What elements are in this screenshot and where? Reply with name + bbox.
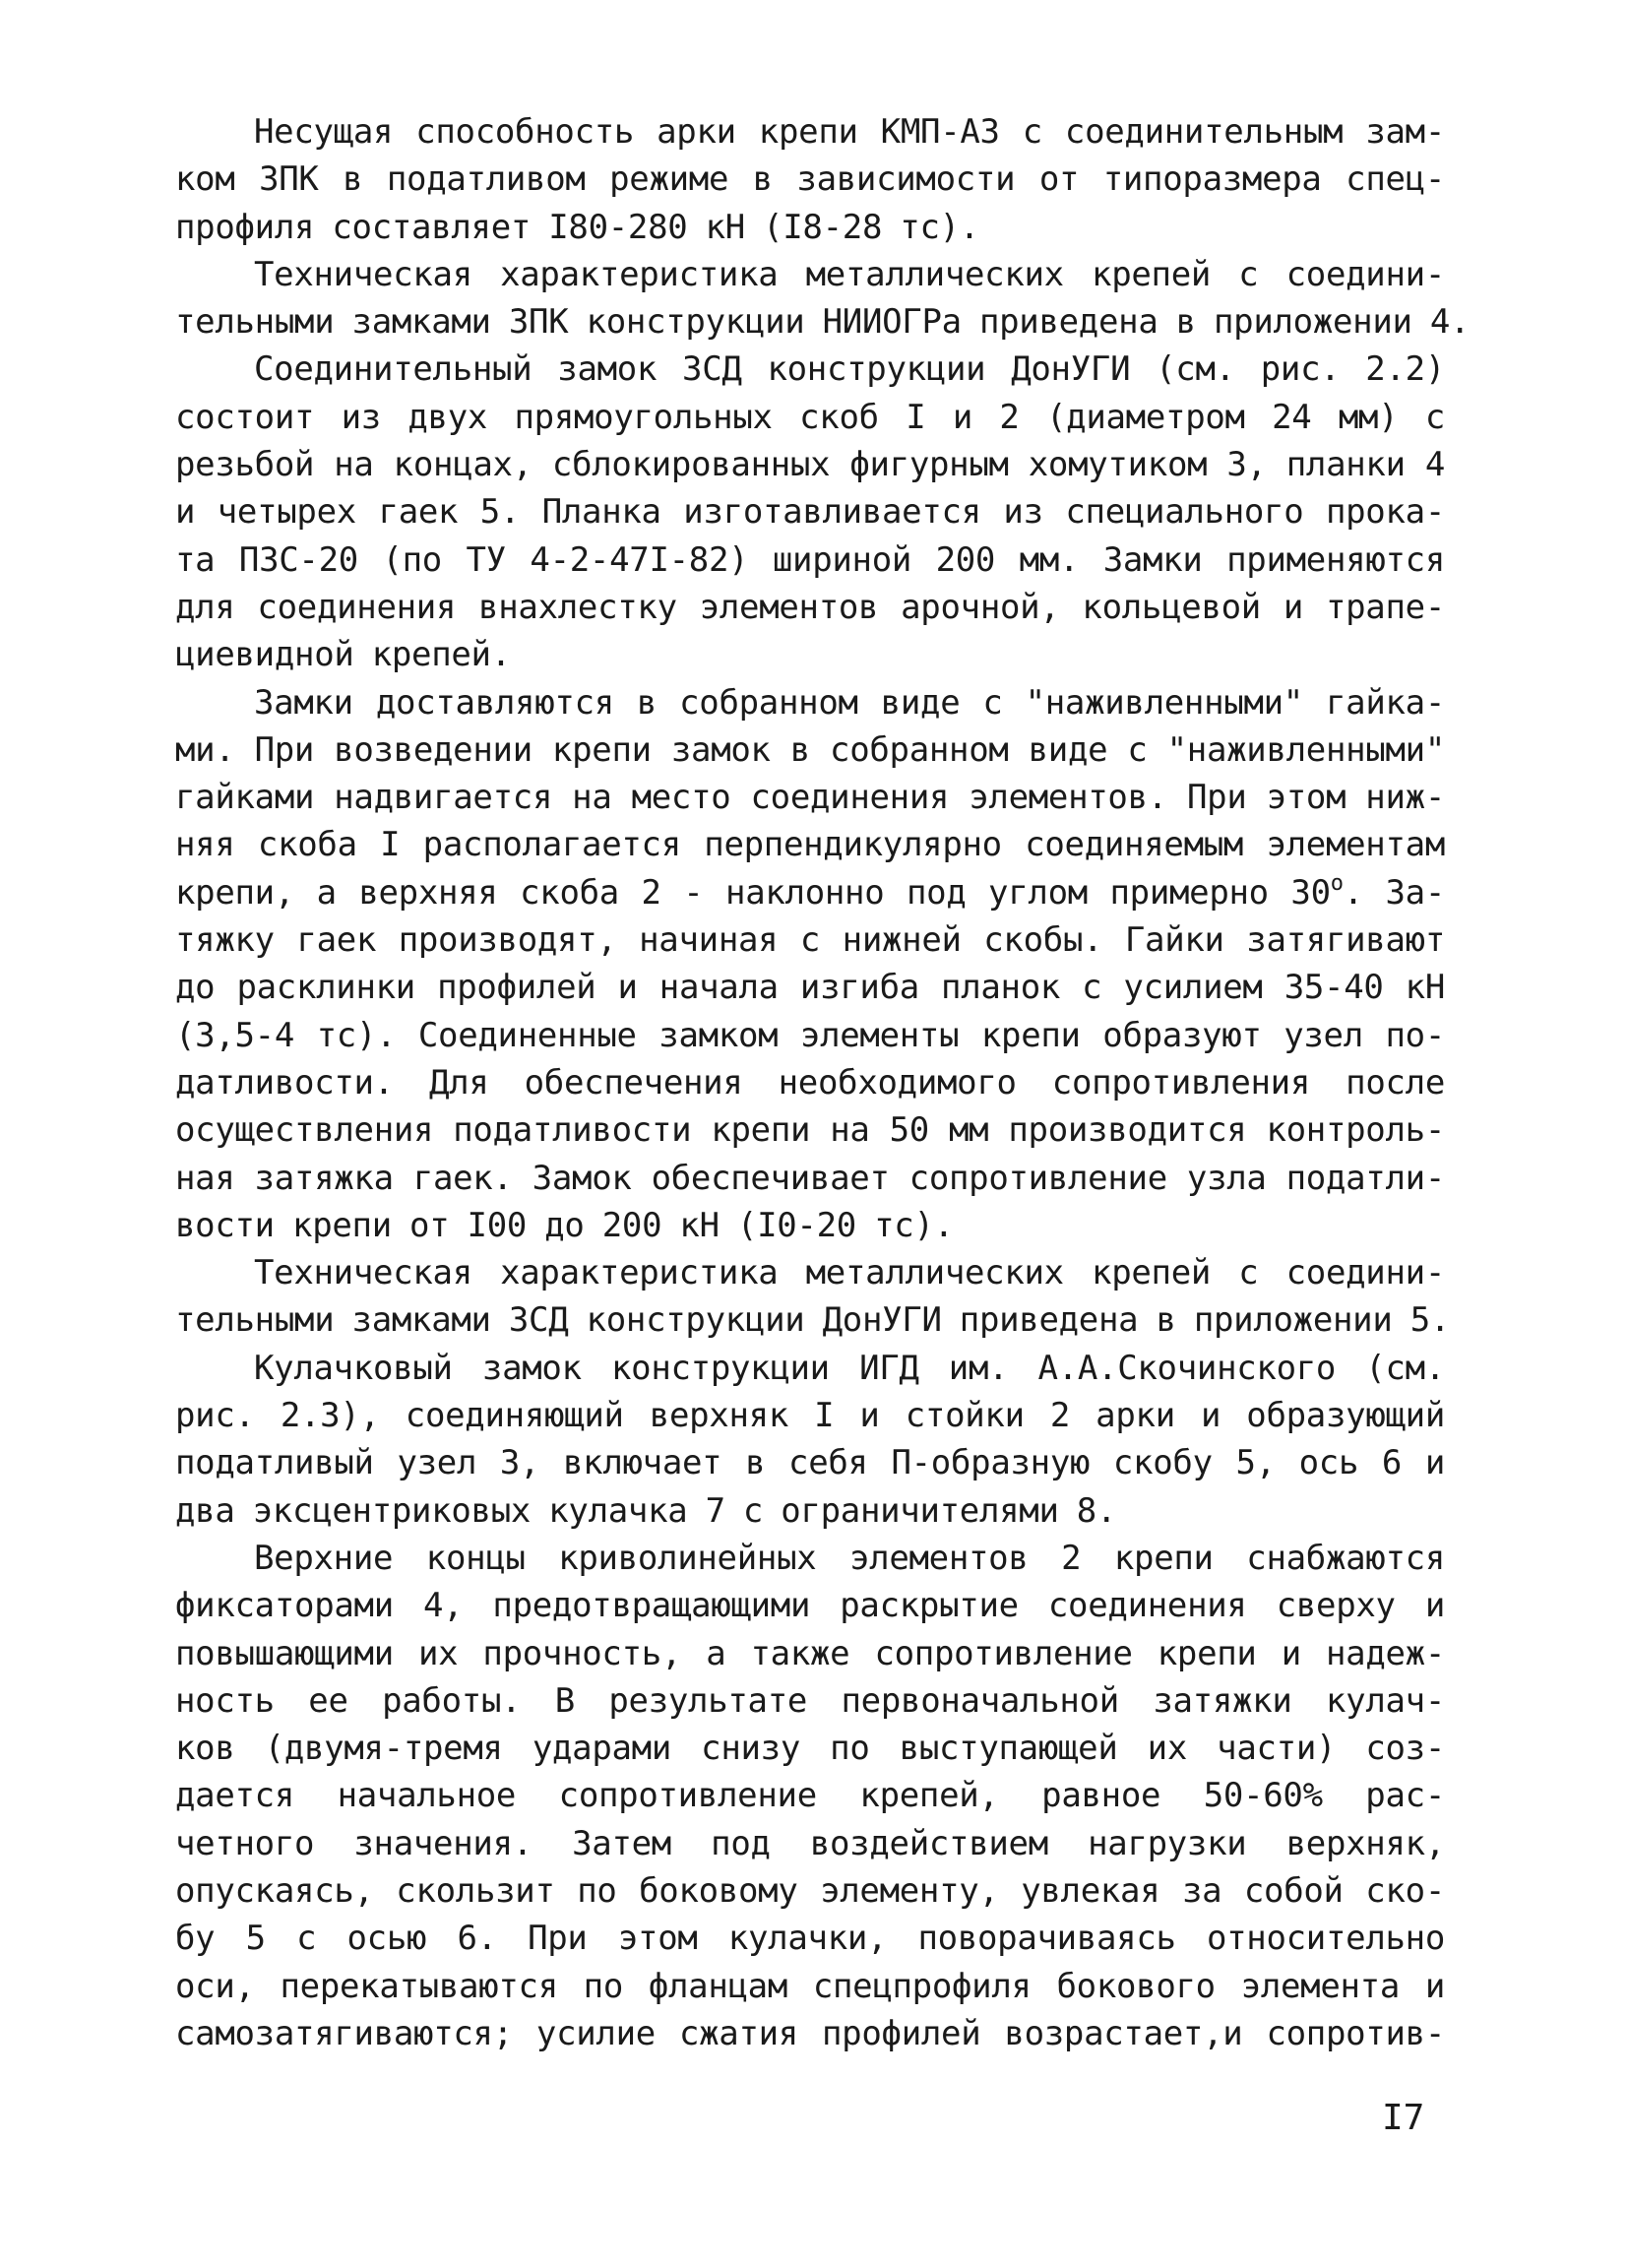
text-line: ком ЗПК в податливом режиме в зависимости от типоразмера спец- [175,159,1445,200]
text-line: Техническая характеристика металлических крепей с соедини- [254,1253,1445,1293]
text-line: ная затяжка гаек. Замок обеспечивает сопротивление узла податли- [175,1158,1445,1198]
text-line: гайками надвигается на место соединения элементов. При этом ниж- [175,778,1445,818]
text-line: ность ее работы. В результате первоначальной затяжки кулач- [175,1680,1445,1721]
text-line: тяжку гаек производят, начиная с нижней скобы. Гайки затягивают [175,920,1445,961]
degree-superscript: o [1330,870,1344,896]
text-line: Замки доставляются в собранном виде с "наживленными" гайка- [254,682,1445,723]
body-text [175,108,1471,2057]
text-line: няя скоба I располагается перпендикулярно соединяемым элементам [175,825,1445,865]
text-line: повышающими их прочность, а также сопротивление крепи и надеж- [175,1633,1445,1673]
text-segment: . За- [1343,872,1445,913]
text-line: фиксаторами 4, предотвращающими раскрытие соединения сверху и [175,1586,1445,1626]
text-line: профиля составляет I80-280 кН (I8-28 тс). [175,207,979,247]
text-line: для соединения внахлестку элементов арочной, кольцевой и трапе- [175,587,1445,627]
text-line: состоит из двух прямоугольных скоб I и 2 (диаметром 24 мм) с [175,397,1445,437]
text-line: (3,5-4 тс). Соединенные замком элементы крепи образуют узел по- [175,1015,1445,1055]
text-line: осуществления податливости крепи на 50 мм производится контроль- [175,1110,1445,1151]
text-line: оси, перекатываются по фланцам спецпрофиля бокового элемента и [175,1966,1445,2006]
text-line: ми. При возведении крепи замок в собранном виде с "наживленными" [175,729,1445,770]
text-line: податливый узел 3, включает в себя П-образную скобу 5, ось 6 и [175,1443,1445,1483]
page-number: I7 [1382,2098,1425,2138]
text-line: Техническая характеристика металлических крепей с соедини- [254,254,1445,294]
text-line: самозатягиваются; усилие сжатия профилей возрастает,и сопротив- [175,2013,1445,2053]
text-line: ков (двумя-тремя ударами снизу по выступающей их части) соз- [175,1729,1445,1769]
text-line: Верхние концы криволинейных элементов 2 крепи снабжаются [254,1538,1445,1578]
text-line-with-superscript [175,869,1445,916]
text-line: Соединительный замок ЗСД конструкции ДонУГИ (см. рис. 2.2) [254,349,1445,390]
text-line: циевидной крепей. [175,635,511,675]
text-line: вости крепи от I00 до 200 кН (I0-20 тс). [175,1205,954,1245]
text-line: тельными замками ЗПК конструкции НИИОГРа приведена в приложении 4. [175,302,1471,343]
text-line: датливости. Для обеспечения необходимого сопротивления после [175,1062,1445,1102]
text-line: Несущая способность арки крепи КМП-АЗ с соединительным зам- [254,112,1445,152]
text-line: до расклинки профилей и начала изгиба планок с усилием 35-40 кН [175,968,1445,1008]
text-segment: крепи, а верхняя скоба 2 - наклонно под углом примерно 30 [175,872,1331,913]
text-line: опускаясь, скользит по боковому элементу, увлекая за собой ско- [175,1870,1445,1911]
text-line: тельными замками ЗСД конструкции ДонУГИ приведена в приложении 5. [175,1300,1451,1341]
text-line: Кулачковый замок конструкции ИГД им. А.А.Скочинского (см. [254,1348,1445,1388]
text-line: дается начальное сопротивление крепей, равное 50-60% рас- [175,1776,1445,1816]
text-line: и четырех гаек 5. Планка изготавливается из специального прока- [175,492,1445,533]
text-line: четного значения. Затем под воздействием нагрузки верхняк, [175,1823,1445,1863]
text-line: бу 5 с осью 6. При этом кулачки, поворачиваясь относительно [175,1919,1445,1959]
text-line: резьбой на концах, сблокированных фигурным хомутиком 3, планки 4 [175,445,1445,485]
text-line: рис. 2.3), соединяющий верхняк I и стойки 2 арки и образующий [175,1396,1445,1436]
text-line: та ПЗС-20 (по ТУ 4-2-47I-82) шириной 200 мм. Замки применяются [175,539,1445,580]
text-line: два эксцентриковых кулачка 7 с ограничителями 8. [175,1490,1117,1531]
